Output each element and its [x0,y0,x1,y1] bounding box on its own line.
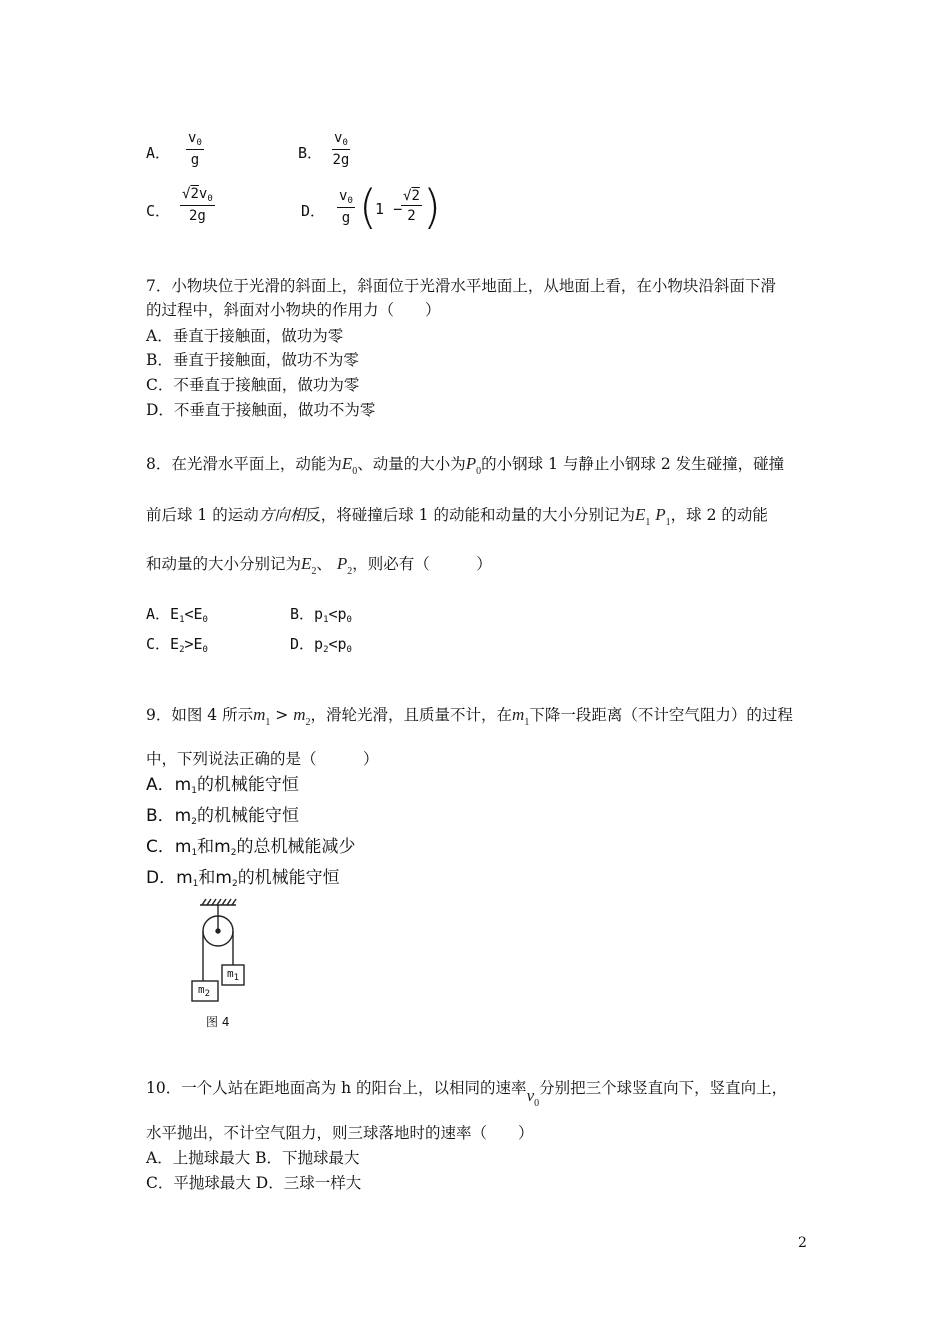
symbol-m1: $m_1$ [253,705,271,728]
q10-stem-line1: 10．一个人站在距地面高为 h 的阳台上，以相同的速率$v_0$分别把三个球竖直向下，竖直向上， [146,1079,788,1109]
q9-option-d: D．m1和m2的机械能守恒 [146,868,340,889]
q9-stem-line2: 中，下列说法正确的是（ ） [146,750,379,768]
q9-option-a: A．m1的机械能守恒 [146,775,299,796]
symbol-v0: $v_0$ [526,1086,540,1109]
q7-option-a: A．垂直于接触面，做功为零 [146,327,344,345]
q7-option-b: B．垂直于接触面，做功不为零 [146,351,359,369]
q8-option-c: C．$E_2>E_0$ [146,635,208,655]
q8-stem-line2: 前后球 1 的运动方向相反，将碰撞后球 1 的动能和动量的大小分别记为$E_1$ $P_1$，球 2 的动能 [146,505,768,528]
symbol-p0: $P_0$ [465,454,482,477]
pulley-figure [190,895,260,1035]
q6-option-d-fraction: $\frac{v_0}{g}$ [339,188,353,226]
q9-option-b: B．m2的机械能守恒 [146,806,299,827]
q6-option-d-left-paren: ( [359,180,377,234]
q8-stem-line1: 8．在光滑水平面上，动能为$E_0$、动量的大小为$P_0$的小钢球 1 与静止小钢球 2 发生碰撞，碰撞 [146,454,785,477]
q7-option-c: C．不垂直于接触面，做功为零 [146,376,360,394]
q6-option-b-label: B． [298,144,323,162]
figure-caption: 图 4 [206,1015,230,1029]
q6-option-c [146,186,256,236]
q6-option-c-label: C． [146,202,171,220]
q8-option-b: B．$p_1<p_0$ [290,605,352,625]
symbol-m2: $m_2$ [293,705,311,728]
q8-option-d: D．$p_2<p_0$ [290,635,352,655]
figure-label-m1: $m_1$ [227,967,240,983]
symbol-e2: $E_2$ [301,554,317,577]
symbol-e1: $E_1$ [634,505,651,528]
page-number: 2 [798,1235,807,1251]
q9-stem-line1: 9．如图 4 所示$m_1 > m_2$，滑轮光滑，且质量不计，在$m_1$下降一段距离（不计空气阻力）的过程 [146,705,793,728]
q10-stem-line2: 水平抛出，不计空气阻力，则三球落地时的速率（ ） [146,1124,534,1142]
q10-options-cd: C．平抛球最大 D．三球一样大 [146,1174,362,1192]
q6-option-a-label: A． [146,144,171,162]
q6-option-d-right-paren: ) [423,180,441,234]
symbol-m1-second: $m_1$ [512,705,530,728]
q6-option-b-fraction: $\frac{v_0}{2g}$ [332,130,350,168]
q6-option-c-fraction: $\frac{√2v_0}{2g}$ [182,186,213,224]
q6-option-d [301,180,441,238]
symbol-p1: $P_1$ [655,505,671,528]
symbol-p2: $P_2$ [336,554,353,577]
q6-option-a-fraction: $\frac{v_0}{g}$ [188,130,202,168]
q6-option-d-root-fraction: $\frac{√2}{2}$ [403,188,420,224]
q7-stem-line1: 7．小物块位于光滑的斜面上，斜面位于光滑水平地面上，从地面上看，在小物块沿斜面下滑 [146,277,776,295]
symbol-e0: $E_0$ [341,454,358,477]
q8-stem-line3: 和动量的大小分别记为$E_2$、 $P_2$，则必有（ ） [146,554,492,577]
q10-options-ab: A．上抛球最大 B．下抛球最大 [146,1149,360,1167]
q7-stem-line2: 的过程中，斜面对小物块的作用力（ ） [146,301,441,319]
q6-option-d-label: D． [301,202,326,220]
q8-option-a: A．$E_1<E_0$ [146,605,208,625]
q9-option-c: C．m1和m2的总机械能减少 [146,837,356,858]
q6-option-d-one: 1 − [375,200,403,218]
figure-label-m2: $m_2$ [198,983,211,999]
q7-option-d: D．不垂直于接触面，做功不为零 [146,401,376,419]
